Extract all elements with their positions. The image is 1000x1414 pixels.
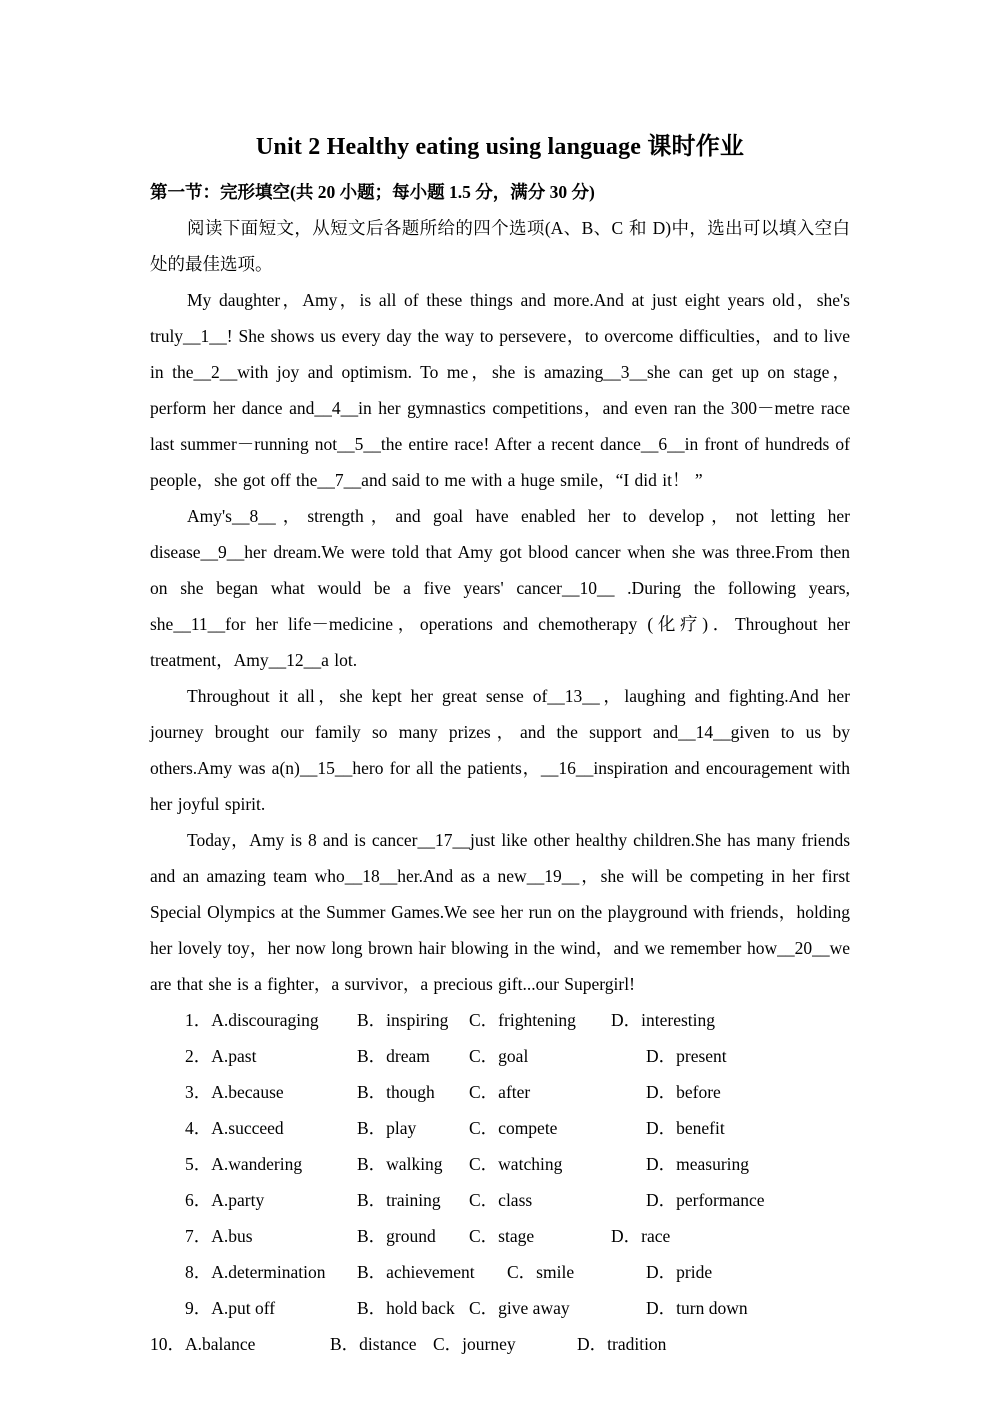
option-row-9 — [150, 1290, 850, 1326]
option-9-choice-a: 9．A.put off — [185, 1298, 276, 1318]
option-2-choice-c: C．goal — [469, 1046, 529, 1066]
options-list — [150, 1002, 850, 1362]
option-6-choice-c: C．class — [469, 1190, 533, 1210]
option-10-choice-b: B．distance — [330, 1334, 417, 1354]
option-10-choice-a: 10．A.balance — [150, 1334, 256, 1354]
option-1-choice-a: 1．A.discouraging — [185, 1010, 319, 1030]
option-4-choice-b: B．play — [357, 1118, 417, 1138]
option-5-choice-c: C．watching — [469, 1154, 563, 1174]
option-3-choice-b: B．though — [357, 1082, 435, 1102]
option-row-3 — [150, 1074, 850, 1110]
option-6-choice-a: 6．A.party — [185, 1190, 265, 1210]
option-6-choice-d: D．performance — [646, 1190, 765, 1210]
option-1-choice-c: C．frightening — [469, 1010, 576, 1030]
cloze-paragraph-3: Throughout it all，she kept her great sense of__13__，laughing and fighting.And her journey brought our family so many prizes，and the support and__14__given to us by others.Amy was a(n)__15__hero for all the patients，__16__inspiration and encouragement with her joyful spirit. — [150, 686, 850, 814]
section-heading: 第一节：完形填空(共 20 小题；每小题 1.5 分，满分 30 分) — [150, 182, 595, 202]
option-8-choice-a: 8．A.determination — [185, 1262, 326, 1282]
option-4-choice-d: D．benefit — [646, 1118, 725, 1138]
option-10-choice-d: D．tradition — [577, 1334, 667, 1354]
option-8-choice-b: B．achievement — [357, 1262, 475, 1282]
option-5-choice-b: B．walking — [357, 1154, 443, 1174]
option-7-choice-b: B．ground — [357, 1226, 436, 1246]
option-6-choice-b: B．training — [357, 1190, 441, 1210]
option-row-8 — [150, 1254, 850, 1290]
option-row-6 — [150, 1182, 850, 1218]
cloze-paragraph-1: My daughter，Amy，is all of these things and more.And at just eight years old，she's truly__1__! She shows us every day the way to persevere，to overcome difficulties，and to live in the__2__with joy and optimism. To me，she is amazing__3__she can get up on stage，perform her dance and__4__in her gymnastics competitions，and even ran the 300－metre race last summer－running not__5__the entire race! After a recent dance__6__in front of hundreds of people，she got off the__7__and said to me with a huge smile，“I did it！ ” — [150, 290, 850, 490]
option-1-choice-b: B．inspiring — [357, 1010, 449, 1030]
option-2-choice-b: B．dream — [357, 1046, 430, 1066]
option-1-choice-d: D．interesting — [611, 1010, 716, 1030]
option-9-choice-d: D．turn down — [646, 1298, 748, 1318]
option-10-choice-c: C．journey — [433, 1334, 516, 1354]
option-5-choice-a: 5．A.wandering — [185, 1154, 303, 1174]
instructions: 阅读下面短文，从短文后各题所给的四个选项(A、B、C 和 D)中，选出可以填入空白处的最佳选项。 — [150, 218, 850, 274]
option-4-choice-a: 4．A.succeed — [185, 1118, 284, 1138]
option-row-2 — [150, 1038, 850, 1074]
option-9-choice-c: C．give away — [469, 1298, 570, 1318]
option-row-4 — [150, 1110, 850, 1146]
option-7-choice-a: 7．A.bus — [185, 1226, 253, 1246]
option-5-choice-d: D．measuring — [646, 1154, 750, 1174]
option-8-choice-c: C．smile — [507, 1262, 575, 1282]
option-3-choice-d: D．before — [646, 1082, 721, 1102]
option-row-5 — [150, 1146, 850, 1182]
option-7-choice-c: C．stage — [469, 1226, 535, 1246]
option-8-choice-d: D．pride — [646, 1262, 713, 1282]
option-row-1 — [150, 1002, 850, 1038]
option-2-choice-d: D．present — [646, 1046, 727, 1066]
option-row-7 — [150, 1218, 850, 1254]
page-title: Unit 2 Healthy eating using language 课时作业 — [255, 134, 745, 160]
cloze-paragraph-4: Today，Amy is 8 and is cancer__17__just like other healthy children.She has many friends and an amazing team who__18__her.And as a new__19__，she will be competing in her first Special Olympics at the Summer Games.We see her run on the playground with friends，holding her lovely toy，her now long brown hair blowing in the wind，and we remember how__20__we are that she is a fighter，a survivor，a precious gift...our Supergirl! — [150, 830, 850, 994]
cloze-paragraph-2: Amy's__8__，strength，and goal have enabled her to develop，not letting her disease__9__her dream.We were told that Amy got blood cancer when she was three.From then on she began what would be a five years' cancer__10__ .During the following years, she__11__for her life－medicine，operations and chemotherapy (化疗)．Throughout her treatment，Amy__12__a lot. — [150, 506, 850, 670]
option-4-choice-c: C．compete — [469, 1118, 558, 1138]
option-2-choice-a: 2．A.past — [185, 1046, 257, 1066]
option-3-choice-a: 3．A.because — [185, 1082, 284, 1102]
option-3-choice-c: C．after — [469, 1082, 531, 1102]
option-9-choice-b: B．hold back — [357, 1298, 455, 1318]
option-7-choice-d: D．race — [611, 1226, 671, 1246]
option-row-10 — [150, 1326, 850, 1362]
